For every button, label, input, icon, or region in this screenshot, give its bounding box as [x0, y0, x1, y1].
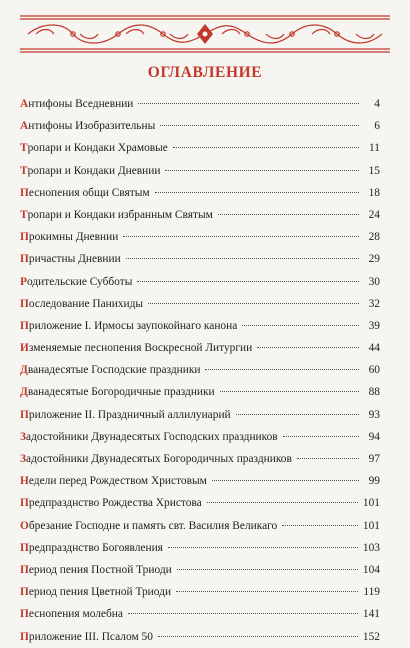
drop-initial: З: [20, 430, 27, 443]
toc-entry[interactable]: [20, 137, 380, 159]
dot-leader: [257, 346, 359, 348]
toc-entry-text: оследование Панихиды: [28, 297, 144, 310]
dot-leader: [297, 457, 359, 459]
toc-entry[interactable]: [20, 492, 380, 514]
toc-entry[interactable]: [20, 381, 380, 403]
toc-entry-title: [20, 115, 155, 137]
floral-ornament-header: [18, 14, 392, 54]
drop-initial: П: [20, 541, 29, 554]
page-number: 32: [368, 297, 380, 310]
toc-entry-title: [20, 248, 121, 270]
page-number: 4: [374, 98, 380, 110]
page-number: 15: [368, 164, 380, 177]
page-title: ОГЛАВЛЕНИЕ: [147, 64, 263, 81]
toc-entry-text: редпразднство Богоявления: [28, 541, 163, 554]
page-number: 119: [363, 586, 380, 599]
dot-leader: [205, 368, 359, 370]
page-number: 29: [368, 253, 380, 266]
toc-entry-text: брезание Господне и память свт. Василия Великаго: [28, 519, 278, 532]
toc-entry-text: нтифоны Изобразительны: [28, 120, 156, 133]
toc-entry[interactable]: [20, 204, 380, 226]
drop-initial: П: [20, 408, 29, 421]
toc-entry-title: [20, 470, 207, 492]
dot-leader: [236, 413, 359, 415]
toc-entry[interactable]: [20, 93, 380, 115]
dot-leader: [173, 146, 359, 148]
toc-entry[interactable]: [20, 426, 380, 448]
page-number: 60: [368, 364, 380, 377]
toc-entry-title: [20, 315, 237, 337]
page-number: 11: [369, 142, 380, 155]
toc-entry-text: риложение III. Псалом 50: [28, 630, 153, 643]
drop-initial: П: [20, 563, 29, 576]
drop-initial: П: [20, 319, 29, 332]
toc-entry-text: рокимны Дневнии: [28, 231, 119, 244]
page-number: 30: [368, 275, 380, 288]
drop-initial: Т: [20, 164, 28, 177]
dot-leader: [218, 213, 359, 215]
page-number: 101: [362, 519, 380, 532]
toc-entry[interactable]: [20, 581, 380, 603]
page-number: 104: [362, 563, 380, 576]
toc-entry[interactable]: [20, 248, 380, 270]
page-number: 152: [362, 630, 380, 643]
drop-initial: П: [20, 253, 29, 266]
toc-entry-title: [20, 226, 118, 248]
toc-entry[interactable]: [20, 559, 380, 581]
toc-entry-title: [20, 271, 132, 293]
page-number: 24: [368, 208, 380, 221]
drop-initial: А: [20, 98, 29, 110]
page-number: 101: [362, 497, 380, 510]
dot-leader: [123, 235, 359, 237]
toc-entry-text: адостойники Двунадесятых Господских праздников: [26, 430, 278, 443]
dot-leader: [176, 590, 358, 592]
toc-entry-title: [20, 448, 292, 470]
toc-entry-text: ериод пения Постной Триоди: [28, 563, 172, 576]
page-number: 94: [368, 430, 380, 443]
page-number: 6: [374, 120, 380, 133]
dot-leader: [155, 191, 359, 193]
toc-entry-title: [20, 293, 143, 315]
page-number: 99: [368, 475, 380, 488]
toc-entry-title: [20, 93, 133, 115]
toc-entry-text: адостойники Двунадесятых Богородичных праздников: [26, 453, 292, 465]
toc-entry[interactable]: [20, 115, 380, 137]
toc-entry-text: зменяемые песнопения Воскресной Литургии: [28, 342, 253, 355]
dot-leader: [282, 524, 358, 526]
toc-entry[interactable]: [20, 404, 380, 426]
toc-entry-title: [20, 160, 160, 182]
toc-entry[interactable]: [20, 182, 380, 204]
toc-entry-text: едели перед Рождеством Христовым: [28, 475, 207, 488]
toc-entry[interactable]: [20, 315, 380, 337]
toc-entry[interactable]: [20, 271, 380, 293]
dot-leader: [128, 612, 358, 614]
toc-entry-text: риложение II. Праздничный аллилуиарий: [28, 408, 231, 421]
toc-entry[interactable]: [20, 626, 380, 648]
dot-leader: [283, 435, 359, 437]
drop-initial: Т: [20, 208, 28, 221]
dot-leader: [220, 390, 359, 392]
toc-entry-title: [20, 426, 278, 448]
drop-initial: П: [20, 231, 29, 244]
drop-initial: А: [20, 120, 29, 133]
toc-entry-text: ропари и Кондаки избранным Святым: [27, 208, 213, 221]
page-number: 97: [368, 453, 380, 465]
toc-entry-text: еснопения молебна: [28, 608, 123, 621]
toc-entry[interactable]: [20, 359, 380, 381]
toc-entry[interactable]: [20, 448, 380, 470]
page-number: 103: [362, 541, 380, 554]
page-number: 28: [368, 231, 380, 244]
toc-entry-text: ериод пения Цветной Триоди: [28, 586, 172, 599]
drop-initial: Д: [20, 386, 28, 399]
dot-leader: [212, 479, 359, 481]
toc-entry-text: редпразднство Рождества Христова: [28, 497, 202, 510]
dot-leader: [177, 568, 358, 570]
drop-initial: П: [20, 586, 29, 599]
dot-leader: [168, 546, 358, 548]
toc-entry-title: [20, 626, 153, 648]
dot-leader: [165, 169, 359, 171]
page-number: 18: [368, 186, 380, 199]
dot-leader: [137, 280, 359, 282]
toc-entry-text: ропари и Кондаки Дневнии: [27, 164, 161, 177]
dot-leader: [160, 124, 359, 126]
toc-entry-text: ванадесятые Богородичные праздники: [27, 386, 215, 399]
page-number: 39: [368, 319, 380, 332]
dot-leader: [242, 324, 359, 326]
toc-entry-title: [20, 359, 200, 381]
table-of-contents: [20, 93, 380, 648]
toc-entry-title: [20, 492, 202, 514]
toc-entry-text: одительские Субботы: [26, 275, 133, 288]
drop-initial: П: [20, 186, 29, 199]
dot-leader: [207, 501, 358, 503]
toc-entry[interactable]: [20, 603, 380, 625]
toc-entry-title: [20, 137, 168, 159]
toc-entry[interactable]: [20, 160, 380, 182]
toc-entry[interactable]: [20, 515, 380, 537]
drop-initial: П: [20, 297, 29, 310]
toc-entry-title: [20, 603, 123, 625]
drop-initial: П: [20, 630, 29, 643]
page-number: 93: [368, 408, 380, 421]
drop-initial: П: [20, 608, 29, 621]
page-number: 88: [368, 386, 380, 399]
dot-leader: [126, 257, 359, 259]
toc-entry-title: [20, 381, 215, 403]
toc-entry-title: [20, 204, 213, 226]
toc-entry[interactable]: [20, 537, 380, 559]
toc-entry-title: [20, 537, 163, 559]
drop-initial: Д: [20, 364, 28, 377]
toc-entry-text: ричастны Дневнии: [28, 253, 121, 266]
dot-leader: [148, 302, 359, 304]
toc-entry[interactable]: [20, 470, 380, 492]
toc-entry-title: [20, 337, 252, 359]
drop-initial: И: [20, 342, 29, 355]
drop-initial: П: [20, 497, 29, 510]
toc-entry-title: [20, 581, 171, 603]
page-number: 44: [368, 342, 380, 355]
page-number: 141: [362, 608, 380, 621]
toc-entry-text: ропари и Кондаки Храмовые: [27, 142, 168, 155]
toc-entry[interactable]: [20, 337, 380, 359]
dot-leader: [138, 102, 359, 104]
drop-initial: Н: [20, 475, 29, 488]
drop-initial: З: [20, 453, 27, 465]
drop-initial: Р: [20, 275, 27, 288]
toc-entry[interactable]: [20, 293, 380, 315]
toc-entry-title: [20, 515, 277, 537]
toc-entry-title: [20, 559, 172, 581]
toc-entry-text: еснопения общи Святым: [28, 186, 150, 199]
dot-leader: [158, 635, 358, 637]
drop-initial: О: [20, 519, 29, 532]
toc-entry-text: ванадесятые Господские праздники: [27, 364, 201, 377]
toc-entry-title: [20, 404, 231, 426]
toc-entry-text: нтифоны Вседневнии: [28, 98, 134, 110]
toc-entry[interactable]: [20, 226, 380, 248]
drop-initial: Т: [20, 142, 28, 155]
toc-entry-title: [20, 182, 150, 204]
toc-entry-text: риложение I. Ирмосы заупокойнаго канона: [28, 319, 238, 332]
